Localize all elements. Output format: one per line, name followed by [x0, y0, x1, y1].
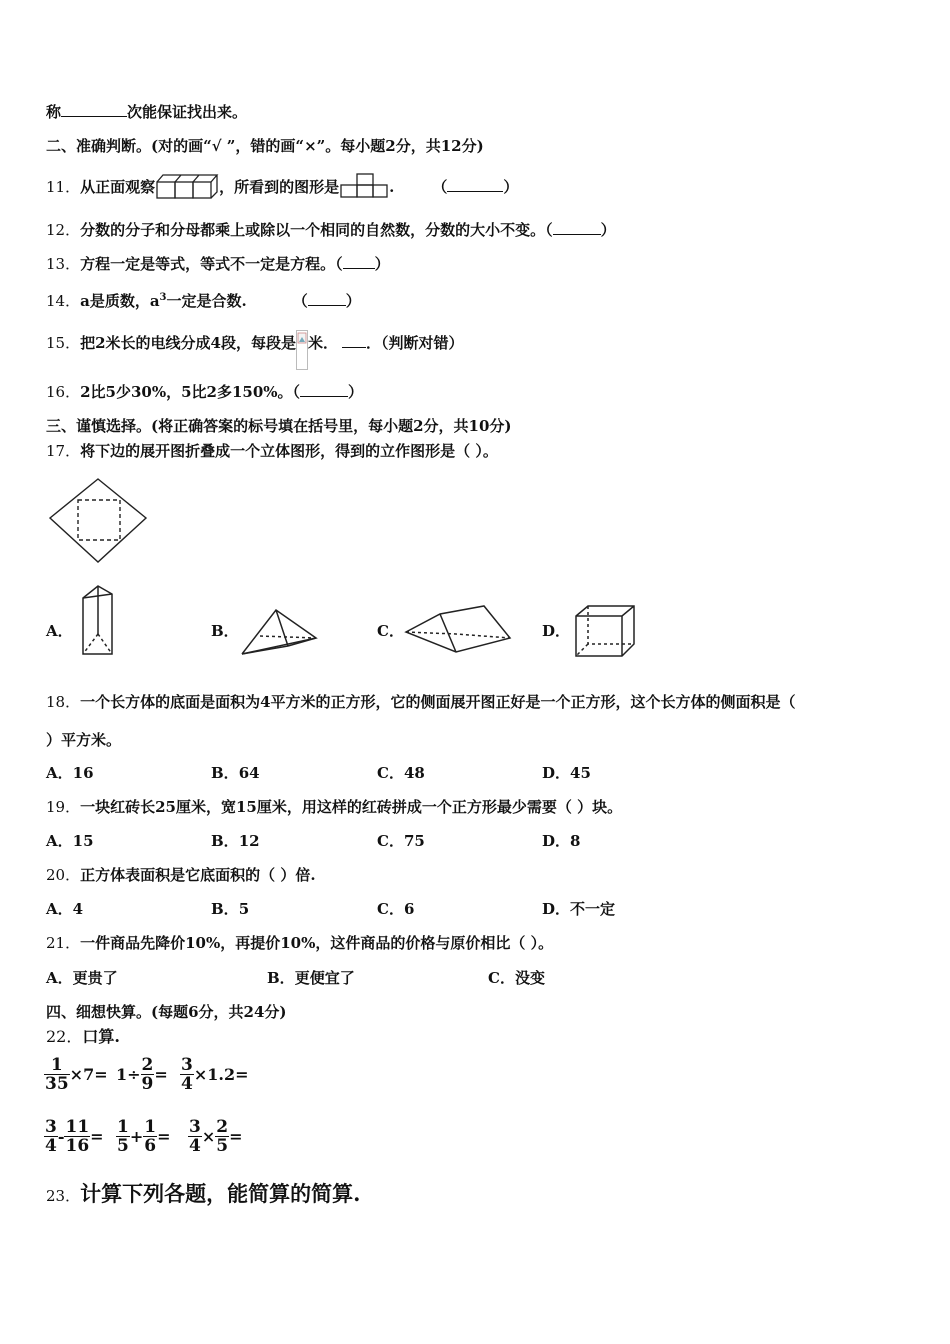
q21-option-c[interactable]: C．没变	[488, 969, 545, 987]
question-12	[46, 220, 616, 240]
exponent: 3	[159, 292, 167, 303]
question-13	[46, 254, 390, 274]
question-number: 23．	[46, 1187, 81, 1205]
cube-option-d	[574, 604, 636, 658]
question-11	[46, 172, 518, 200]
question-number: 19．	[46, 798, 81, 816]
section-3-title: 三、谨慎选择。(将正确答案的标号填在括号里，每小题2分，共10分)	[46, 417, 512, 435]
question-21	[46, 933, 553, 953]
q20-option-c[interactable]: C．6	[377, 900, 415, 918]
question-18	[46, 692, 796, 712]
question-number: 16．	[46, 383, 81, 401]
question-number: 17．	[46, 442, 81, 460]
q21-option-b[interactable]: B．更便宜了	[267, 969, 355, 987]
question-number: 11．	[46, 178, 81, 196]
question-18-cont: ）平方米。	[46, 731, 122, 749]
q17-option-c[interactable]: C．	[377, 622, 404, 640]
q17-option-b[interactable]: B．	[211, 622, 239, 640]
answer-blank[interactable]	[61, 102, 127, 117]
question-16	[46, 382, 363, 402]
front-view-figure	[339, 174, 389, 198]
text-fragment: 称	[46, 103, 62, 121]
text-fragment: ．（判断对错）	[366, 334, 464, 352]
text-fragment: 一个长方体的底面是面积为4平方米的正方形，它的侧面展开图正好是一个正方形，这个长方体的侧面积是（	[80, 693, 796, 711]
text-fragment: ，所看到的图形是	[219, 178, 340, 196]
expr-2: 1÷ $\frac{2}{9}$ =	[116, 1055, 168, 1094]
paren-right: ）	[345, 292, 361, 310]
fraction: $\frac{1}{35}$	[45, 1055, 69, 1094]
text-fragment: a是质数，a	[80, 292, 160, 310]
pyramid-net-figure	[48, 478, 150, 564]
text-fragment: 分数的分子和分母都乘上或除以一个相同的自然数，分数的大小不变。（	[80, 221, 553, 239]
question-number: 18．	[46, 693, 81, 711]
answer-blank[interactable]	[553, 220, 601, 235]
question-23	[46, 1180, 360, 1210]
fraction: $\frac{3}{4}$	[181, 1055, 193, 1094]
q17-option-a[interactable]: A．	[46, 622, 73, 640]
q20-option-d[interactable]: D．不一定	[542, 900, 616, 918]
question-number: 21．	[46, 934, 81, 952]
text-fragment: 将下边的展开图折叠成一个立体图形，得到的立作图形是（ ）。	[80, 442, 498, 460]
paren-right: ）	[600, 221, 616, 239]
paren-left: （	[292, 292, 308, 310]
q17-option-d[interactable]: D．	[542, 622, 571, 640]
answer-blank[interactable]	[447, 177, 503, 192]
paren-left: （	[432, 178, 448, 196]
q18-option-b[interactable]: B．64	[211, 764, 260, 782]
fraction: $\frac{2}{9}$	[141, 1055, 154, 1094]
question-number: 15．	[46, 334, 81, 352]
question-14	[46, 288, 361, 311]
expr-4: $\frac{3}{4}$ - $\frac{11}{16}$ =	[45, 1117, 104, 1156]
q21-option-a[interactable]: A．更贵了	[46, 969, 118, 987]
text-fragment: 一定是合数.	[166, 292, 247, 310]
text-fragment: 把2米长的电线分成4段，每段是	[80, 334, 296, 352]
section-2-title: 二、准确判断。(对的画“√ ”，错的画“×”。每小题2分，共12分)	[46, 137, 484, 155]
question-number: 13．	[46, 255, 81, 273]
q20-option-a[interactable]: A．4	[46, 900, 84, 918]
q19-option-a[interactable]: A．15	[46, 832, 94, 850]
triangular-prism-option-c	[404, 604, 514, 654]
q18-option-d[interactable]: D．45	[542, 764, 591, 782]
text-fragment: 一块红砖长25厘米，宽15厘米，用这样的红砖拼成一个正方形最少需要（ ）块。	[80, 798, 623, 816]
answer-blank[interactable]	[300, 382, 348, 397]
q18-option-c[interactable]: C．48	[377, 764, 425, 782]
paren-right: ）	[503, 178, 519, 196]
question-17	[46, 441, 498, 461]
expr-6: $\frac{3}{4}$ × $\frac{2}{5}$ =	[189, 1117, 243, 1156]
question-number: 20．	[46, 866, 81, 884]
text-fragment: 次能保证找出来。	[127, 103, 248, 121]
triangular-prism-option-a	[80, 584, 116, 658]
text-fragment: 一件商品先降价10%，再提价10%，这件商品的价格与原价相比（ ）。	[80, 934, 554, 952]
q18-option-a[interactable]: A．16	[46, 764, 94, 782]
answer-blank[interactable]	[342, 333, 366, 348]
q19-option-c[interactable]: C．75	[377, 832, 425, 850]
paren-right: ）	[348, 383, 364, 401]
expr-5: $\frac{1}{5}$ + $\frac{1}{6}$ =	[117, 1117, 171, 1156]
question-number: 12．	[46, 221, 81, 239]
broken-image-icon	[296, 330, 308, 370]
expr-3: $\frac{3}{4}$ ×1.2=	[181, 1055, 249, 1094]
text-fragment: 方程一定是等式，等式不一定是方程。（	[80, 255, 343, 273]
text-fragment: 口算.	[82, 1027, 120, 1046]
answer-blank[interactable]	[308, 291, 346, 306]
section-4-title: 四、细想快算。(每题6分，共24分)	[46, 1003, 287, 1021]
question-15	[46, 330, 464, 370]
expr-1: $\frac{1}{35}$ ×7=	[45, 1055, 108, 1094]
question-20	[46, 865, 316, 885]
text-fragment: 从正面观察	[80, 178, 156, 196]
text-fragment: 2比5少30%，5比2多150%。（	[80, 383, 301, 401]
answer-blank[interactable]	[343, 254, 375, 269]
q19-option-d[interactable]: D．8	[542, 832, 581, 850]
q20-option-b[interactable]: B．5	[211, 900, 250, 918]
paren-right: ）	[374, 255, 390, 273]
question-number: 22．	[46, 1027, 83, 1046]
q19-option-b[interactable]: B．12	[211, 832, 260, 850]
question-22	[46, 1027, 120, 1047]
question-number: 14．	[46, 292, 81, 310]
pyramid-option-b	[240, 608, 320, 656]
cube-arrangement-figure	[155, 172, 219, 200]
text-fragment: 米．	[307, 334, 338, 352]
text-fragment: 计算下列各题，能简算的简算.	[80, 1181, 361, 1206]
question-19	[46, 797, 622, 817]
text-fragment: .	[389, 178, 395, 196]
text-fragment: 正方体表面积是它底面积的（ ）倍.	[80, 866, 316, 884]
fill-line-top	[46, 102, 247, 122]
